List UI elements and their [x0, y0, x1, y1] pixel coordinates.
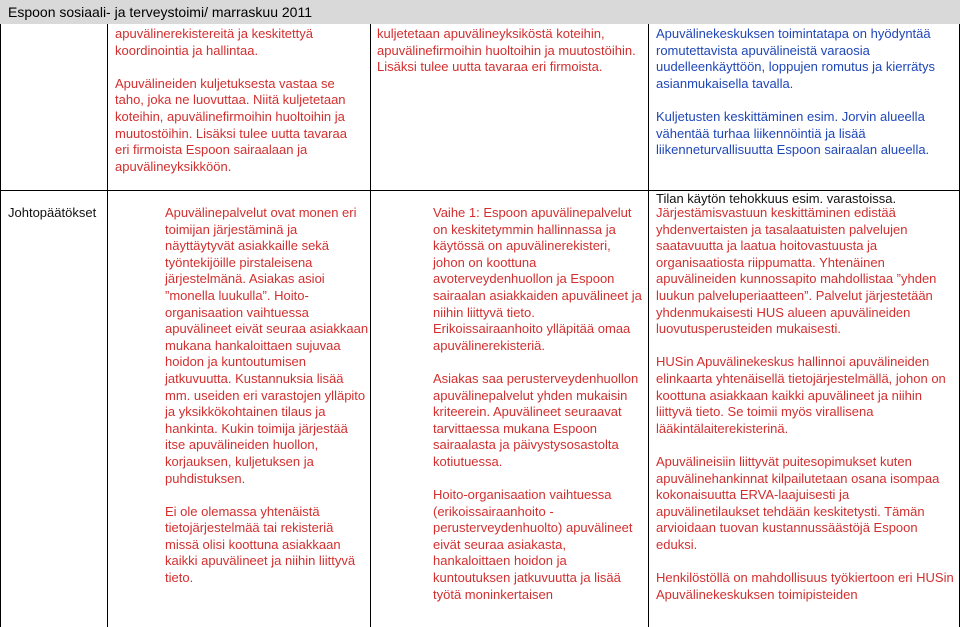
top-col4-text-2: Kuljetusten keskittäminen esim. Jorvin alueella vähentää turhaa liikennöintiä ja lisää liikenneturvallisuutta Espoon sairaalan alueella. [656, 108, 930, 158]
table-border-left [0, 24, 1, 627]
table-divider-2 [370, 24, 371, 627]
bottom-col3-text-3: Hoito-organisaation vaihtuessa (erikoissairaanhoito - perusterveydenhuolto) apuvälineet eivät seuraa asiakasta, hankaloittaen hoidon ja kuntoutuksen jatkuvuutta ja lisää työtä moninkertaisen [433, 487, 633, 602]
bottom-col4-text-4: Henkilöstöllä on mahdollisuus työkiertoon eri HUSin Apuvälinekeskuksen toimipisteiden [656, 570, 954, 602]
bottom-col2-text-2: Ei ole olemassa yhtenäistä tietojärjestelmää tai rekisteriä missä olisi koottuna asiakkaan kaikki apuvälineet ja niihin liittyvä tieto. [165, 503, 356, 586]
bottom-col3-text-1: Vaihe 1: Espoon apuvälinepalvelut on keskitetymmin hallinnassa ja käytössä on apuvälinerekisteri, johon on koottuna avoterveydenhuollon ja Espoon sairaalan asiakkaiden apuvälineet ja niihin liittyvä tieto. Erikoissairaanhoito ylläpitää omaa apuvälinerekisteriä. [433, 205, 642, 353]
top-col2-text-1: apuvälinerekistereitä ja keskitettyä koordinointia ja hallintaa. [115, 26, 313, 58]
bottom-col2-text-1: Apuvälinepalvelut ovat monen eri toimijan järjestäminä ja näyttäytyvät asiakkaille sekä työntekijöille pirstaleisena järjestelmänä. Asiakas asioi ”monella luukulla”. Hoito-organisaation vaihtuessa apuvälineet eivät seuraa asiakkaan mukana hankaloittaen sujuvaa hoidon ja kuntoutumisen jatkuvuutta. Kustannuksia lisää mm. useiden eri varastojen ylläpito ja yksikkökohtainen tilaus ja hankinta. Kukin toimija järjestää itse apuvälineiden huollon, korjauksen, kuljetuksen ja puhdistuksen. [165, 205, 369, 486]
top-row-col4-cell [656, 26, 954, 159]
bottom-col4-text-1: Järjestämisvastuun keskittäminen edistää yhdenvertaisten ja tasalaatuisten palvelujen saatavuutta ja laatua hoitovastuusta ja organisaatiosta riippumatta. Yhtenäinen apuvälineiden kunnossapito mahdollistaa ”yhden luukun palveluperiaatteen”. Palvelut järjestetään yhdenmukaisesti HUS alueen apuvälineiden luovutusperusteiden mukaisesti. [656, 205, 937, 337]
page-header [0, 0, 960, 24]
bottom-row-col2-cell [165, 205, 370, 587]
conclusions-label: Johtopäätökset [8, 205, 97, 220]
top-row-col2-cell [115, 26, 365, 175]
top-col4-text-1: Apuvälinekeskuksen toimintatapa on hyödyntää romutettavista apuvälineistä varaosia uudelleenkäyttöön, loppujen romutus ja kierrätys asianmukaisella tavalla. [656, 26, 935, 91]
table-divider-1 [107, 24, 108, 627]
bottom-col4-text-2: HUSin Apuvälinekeskus hallinnoi apuvälineiden elinkaarta yhtenäisellä tietojärjestelmällä, johon on koottuna asiakkaan kaikki apuvälineet ja niihin liittyvä tieto. Se toimii myös virallisena lääkintälaiterekisterinä. [656, 354, 946, 436]
bottom-row-col4-cell [656, 205, 954, 603]
table-divider-3 [648, 24, 649, 627]
top-col4-text-3: Tilan käytön tehokkuus esim. varastoissa. [656, 191, 897, 206]
page-title: Espoon sosiaali- ja terveystoimi/ marraskuu 2011 [8, 4, 312, 20]
top-col2-text-2: Apuvälineiden kuljetuksesta vastaa se taho, joka ne luovuttaa. Niitä kuljetetaan koteihin, apuvälinefirmoihin huoltoihin ja muutostöihin. Lisäksi tulee uutta tavaraa eri firmoista Espoon sairaalaan ja apuvälineyksikköön. [115, 75, 347, 174]
top-row-col3-cell [377, 26, 643, 76]
bottom-col4-text-3: Apuvälineisiin liittyvät puitesopimukset kuten apuvälinehankinnat kilpailutetaan osana isompaa kokonaisuutta ERVA-laajuisesti ja apuvälinetilaukset tehdään keskitetysti. Tämän arvioidaan tuovan kustannussäästöjä Espoon eduksi. [656, 453, 940, 552]
conclusions-label-cell [8, 205, 106, 222]
top-col3-text-1: kuljetetaan apuvälineyksiköstä koteihin, apuvälinefirmoihin huoltoihin ja muutostöihin. Lisäksi tulee uutta tavaraa eri firmoista. [377, 26, 636, 75]
bottom-col3-text-2: Asiakas saa perusterveydenhuollon apuvälinepalvelut yhden mukaisin kriteerein. Apuvälineet seuraavat tarvittaessa mukana Espoon sairaalasta ja päivystysosastolta kotiutuessa. [433, 370, 639, 469]
bottom-row-col3-cell [433, 205, 645, 603]
